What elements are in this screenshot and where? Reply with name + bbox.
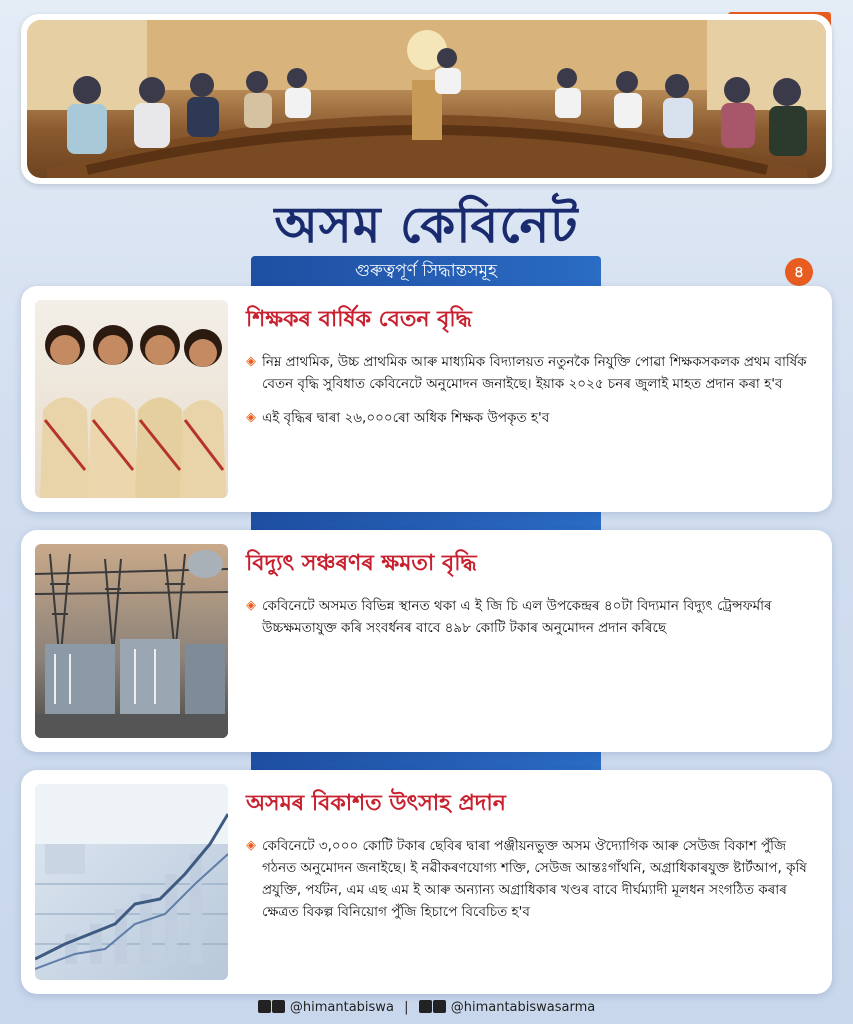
- social-handle[interactable]: @himantabiswasarma: [450, 1000, 596, 1015]
- page-number-badge: ৪: [785, 258, 813, 286]
- card-title: শিক্ষকৰ বাৰ্ষিক বেতন বৃদ্ধি: [246, 306, 472, 332]
- list-item: ◈ কেবিনেটে ৩,০০০ কোটি টকাৰ ছেবিৰ দ্বাৰা পঞ্জীয়নভুক্ত অসম ঔদ্যোগিক আৰু সেউজ বিকাশ পুঁজি গঠনত অনুমোদন জনাইছে। ই নৱীকৰণযোগ্য শক্তি, সেউজ আন্তঃগাঁথনি, অগ্ৰাধিকাৰযুক্ত ষ্টাৰ্টআপ, কৃষি প্ৰযুক্তি, পৰ্যটন, এম এছ এম ই আৰু অন্যান্য অগ্ৰাধিকাৰ খণ্ডৰ বাবে দীৰ্ঘম্যাদী মূলধন সংগঠিত কৰাৰ ক্ষেত্ৰত বিকল্প বিনিয়োগ পুঁজি হিচাপে বিবেচিত হ'ব: [246, 835, 812, 923]
- cabinet-meeting-photo: [21, 14, 832, 184]
- substation-photo: [35, 544, 228, 738]
- diamond-bullet-icon: ◈: [246, 410, 256, 425]
- social-handle[interactable]: @himantabiswa: [289, 1000, 394, 1015]
- list-item: ◈ কেবিনেটে অসমত বিভিন্ন স্থানত থকা এ ই জি চি এল উপকেন্দ্ৰৰ ৪০টা বিদ্যমান বিদ্যুৎ ট্ৰেন্সফৰ্মাৰ উচ্চক্ষমতাযুক্ত কৰি সংবৰ্ধনৰ বাবে ৪৯৮ কোটি টকাৰ অনুমোদন প্ৰদান কৰিছে: [246, 595, 812, 639]
- growth-chart-photo: [35, 784, 228, 980]
- diamond-bullet-icon: ◈: [246, 838, 256, 853]
- social-footer: [0, 1000, 853, 1015]
- card-assam-development: [21, 770, 832, 994]
- telegram-icon: [272, 1000, 285, 1013]
- diamond-bullet-icon: ◈: [246, 354, 256, 369]
- card-title: অসমৰ বিকাশত উৎসাহ প্ৰদান: [246, 790, 506, 816]
- list-item: ◈ নিম্ন প্ৰাথমিক, উচ্চ প্ৰাথমিক আৰু মাধ্যমিক বিদ্যালয়ত নতুনকৈ নিযুক্তি পোৱা শিক্ষকসকলক প্ৰথম বাৰ্ষিক বেতন বৃদ্ধি সুবিধাত কেবিনেটে অনুমোদন জনাইছে। ইয়াক ২০২৫ চনৰ জুলাই মাহত প্ৰদান কৰা হ'ব: [246, 351, 812, 395]
- card-connector: [251, 752, 601, 770]
- instagram-icon: [433, 1000, 446, 1013]
- card-title: বিদ্যুৎ সঞ্চৰণৰ ক্ষমতা বৃদ্ধি: [246, 550, 477, 576]
- facebook-icon: [419, 1000, 432, 1013]
- x-icon: [258, 1000, 271, 1013]
- page-title: অসম কেবিনেট: [274, 195, 579, 254]
- diamond-bullet-icon: ◈: [246, 598, 256, 613]
- separator: |: [404, 1000, 409, 1015]
- list-item: ◈ এই বৃদ্ধিৰ দ্বাৰা ২৬,০০০ৰো অধিক শিক্ষক উপকৃত হ'ব: [246, 407, 812, 429]
- card-connector: [251, 512, 601, 530]
- card-teacher-salary: [21, 286, 832, 512]
- card-power-transmission: [21, 530, 832, 752]
- meeting-room-illustration: [27, 20, 826, 178]
- subtitle-banner: গুৰুত্বপূৰ্ণ সিদ্ধান্তসমূহ: [251, 256, 601, 286]
- teachers-photo: [35, 300, 228, 498]
